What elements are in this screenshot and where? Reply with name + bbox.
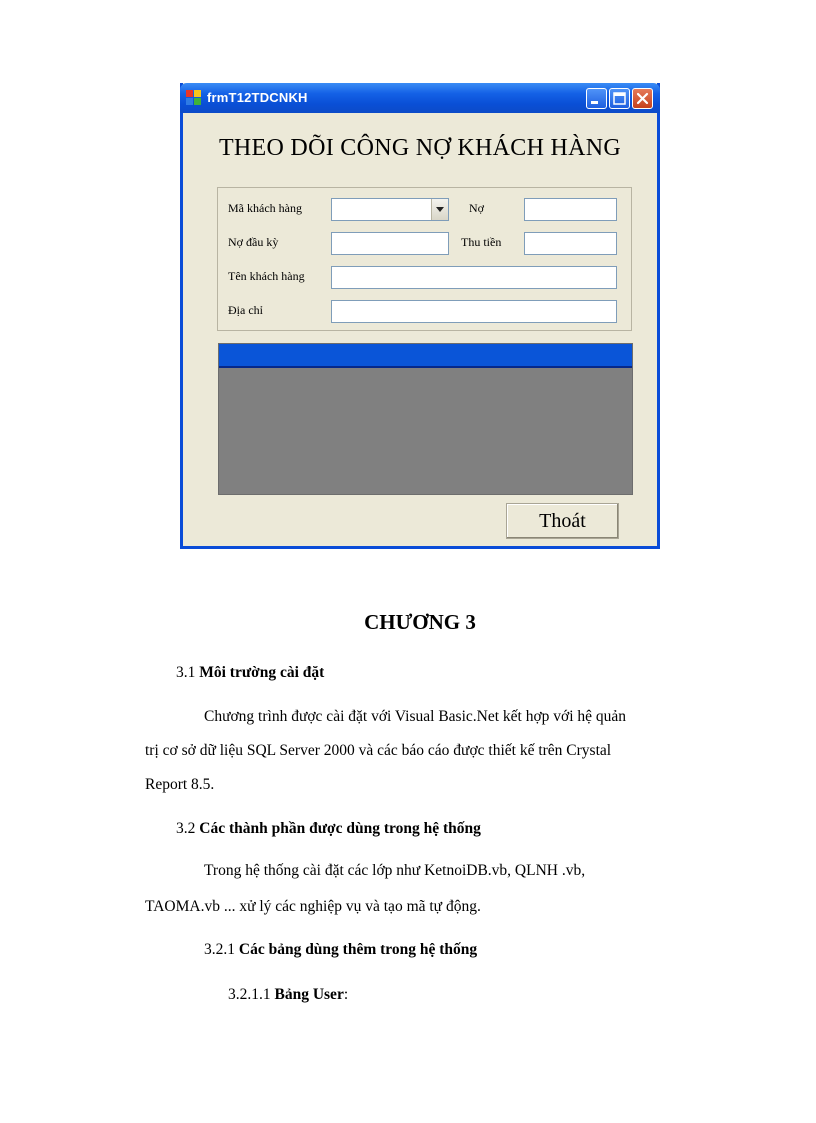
form-window (180, 83, 660, 549)
minimize-icon (587, 89, 606, 108)
dia-chi-label: Địa chỉ (228, 303, 263, 317)
combo-dropdown-button[interactable] (431, 199, 448, 220)
paragraph-2-line-1: Trong hệ thống cài đặt các lớp như KetnoiDB.vb, QLNH .vb, (204, 862, 586, 879)
ten-khach-hang-label: Tên khách hàng (228, 269, 305, 283)
maximize-icon (610, 89, 629, 108)
grid-caption-bar (219, 344, 632, 368)
section-title: Môi trường cài đặt (199, 664, 325, 681)
section-number: 3.2 (176, 820, 196, 837)
close-icon (633, 89, 652, 108)
dropdown-arrow-icon (436, 207, 444, 212)
close-button[interactable] (632, 88, 653, 109)
ma-khach-hang-combo[interactable] (331, 198, 449, 221)
section-colon: : (343, 986, 349, 1003)
no-label: Nợ (469, 201, 485, 215)
minimize-button[interactable] (586, 88, 607, 109)
paragraph-1-line-3: Report 8.5. (145, 776, 215, 793)
section-number: 3.2.1 (204, 941, 235, 958)
customer-info-group (217, 187, 632, 331)
section-number: 3.2.1.1 (228, 986, 271, 1003)
exit-button[interactable]: Thoát (506, 503, 619, 539)
section-title: Bảng User (274, 986, 344, 1003)
no-dau-ky-input[interactable] (331, 232, 449, 255)
paragraph-2-line-2: TAOMA.vb ... xử lý các nghiệp vụ và tạo mã tự động. (145, 898, 481, 915)
title-bar[interactable] (180, 83, 660, 113)
maximize-button[interactable] (609, 88, 630, 109)
form-title: THEO DÕI CÔNG NỢ KHÁCH HÀNG (218, 135, 622, 161)
section-3-2-1-1-heading (228, 986, 348, 1004)
section-title: Các bảng dùng thêm trong hệ thống (238, 941, 478, 958)
thu-tien-label: Thu tiền (461, 235, 502, 249)
section-3-2-1-heading (204, 941, 477, 959)
app-icon[interactable] (186, 90, 202, 106)
ma-khach-hang-label: Mã khách hàng (228, 201, 302, 215)
section-title: Các thành phần được dùng trong hệ thống (199, 820, 481, 837)
no-input[interactable] (524, 198, 617, 221)
debt-data-grid[interactable] (218, 343, 633, 495)
dia-chi-input[interactable] (331, 300, 617, 323)
section-number: 3.1 (176, 664, 196, 681)
thu-tien-input[interactable] (524, 232, 617, 255)
section-3-2-heading (176, 820, 481, 838)
no-dau-ky-label: Nợ đầu kỳ (228, 235, 279, 249)
ten-khach-hang-input[interactable] (331, 266, 617, 289)
paragraph-1-line-1: Chương trình được cài đặt với Visual Basic.Net kết hợp với hệ quản (204, 708, 627, 725)
window-title: frmT12TDCNKH (207, 90, 308, 105)
paragraph-1-line-2: trị cơ sở dữ liệu SQL Server 2000 và các báo cáo được thiết kế trên Crystal (145, 742, 612, 759)
section-3-1-heading (176, 664, 324, 682)
chapter-heading: CHƯƠNG 3 (364, 610, 476, 634)
